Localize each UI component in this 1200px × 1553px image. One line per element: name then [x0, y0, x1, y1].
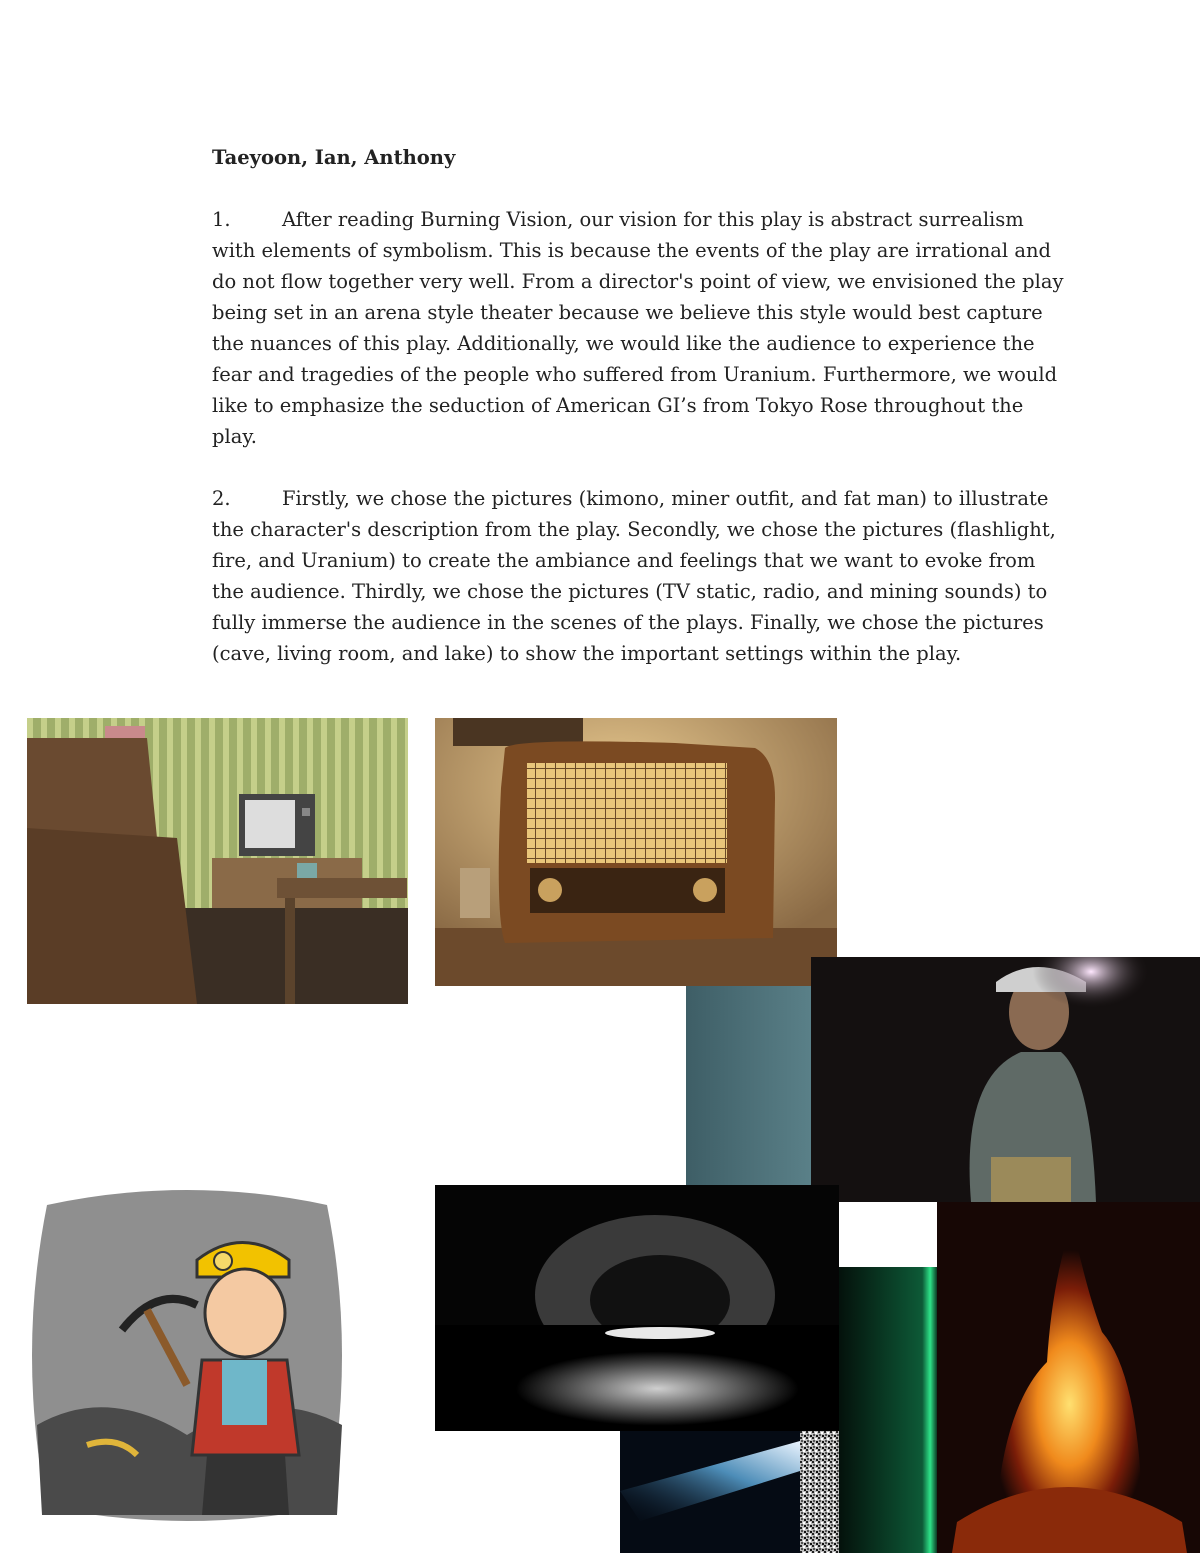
paragraph-2 — [212, 483, 1072, 669]
authors-heading: Taeyoon, Ian, Anthony — [212, 146, 456, 169]
tv-static-image — [800, 1431, 839, 1553]
paragraph-1-text: After reading Burning Vision, our vision for this play is abstract surrealism with elements of symbolism. This is because the events of the play are irrational and do not flow together very well. From a director's point of view, we envisioned the play being set in an arena style theater because we believe this style would best capture the nuances of this play. Additionally, we would like the audience to experience the fear and tragedies of the people who suffered from Uranium. Furthermore, we would like to emphasize the seduction of American GI’s from Tokyo Rose throughout the play. — [212, 208, 1064, 448]
campfire-image — [937, 1202, 1200, 1553]
radio-image — [435, 718, 837, 986]
cave-lake-image — [435, 1185, 839, 1431]
living-room-image — [27, 718, 408, 1004]
flashlight-beam-image — [620, 1431, 800, 1553]
cartoon-miner-image — [27, 1185, 350, 1527]
paragraph-1 — [212, 204, 1072, 452]
miner-photo-image — [811, 957, 1200, 1202]
paragraph-2-number: 2. — [212, 487, 231, 510]
green-glow-image — [839, 1267, 937, 1553]
paragraph-1-number: 1. — [212, 208, 231, 231]
paragraph-2-text: Firstly, we chose the pictures (kimono, miner outfit, and fat man) to illustrate the character's description from the play. Secondly, we chose the pictures (flashlight, fire, and Uranium) to create the ambiance and feelings that we want to evoke from the audience. Thirdly, we chose the pictures (TV static, radio, and mining sounds) to fully immerse the audience in the scenes of the plays. Finally, we chose the pictures (cave, living room, and lake) to show the important settings within the play. — [212, 487, 1056, 665]
document-body — [212, 142, 1072, 700]
